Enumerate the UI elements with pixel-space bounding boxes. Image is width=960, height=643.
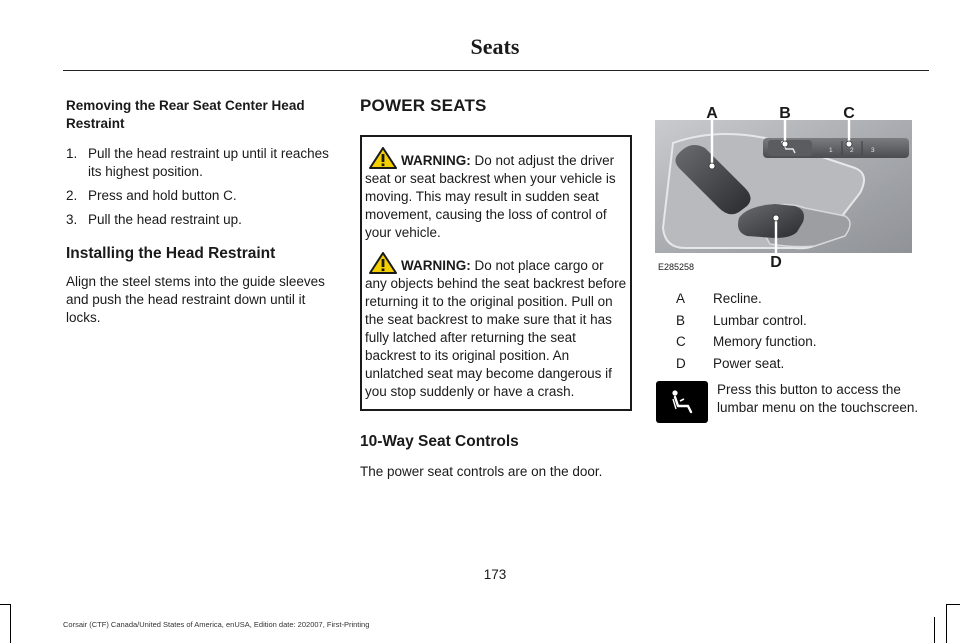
leader-dot-b [782,141,788,147]
legend-row: B Lumbar control. [676,312,807,328]
seat-controls-paragraph: The power seat controls are on the door. [360,464,603,479]
install-paragraph: Align the steel stems into the guide sleeves and push the head restraint down until it locks. [66,274,325,325]
section-heading-power-seats: POWER SEATS [360,96,487,115]
warning-item: WARNING: Do not adjust the driver seat or seat backrest when your vehicle is moving. This may result in sudden seat movement, causing the loss of control of your vehicle. [365,147,627,242]
list-item: 2. Press and hold button C. [66,188,237,203]
legend-row: D Power seat. [676,355,785,371]
leader-dot-c [846,141,852,147]
callout-d: D [770,254,782,271]
section-heading-seat-controls: 10-Way Seat Controls [360,433,519,450]
warning-triangle-icon [369,147,397,169]
page-footer: Corsair (CTF) Canada/United States of America, enUSA, Edition date: 202007, First-Printing [63,620,370,629]
crop-mark [10,604,11,643]
crop-mark [934,617,935,643]
legend-row: C Memory function. [676,334,817,349]
leader-dot-a [709,163,715,169]
lumbar-seat-icon [656,381,708,423]
list-item: 1. Pull the head restraint up until it reaches its highest position. [66,146,329,179]
lumbar-seat-icon-glyph [656,381,708,423]
crop-mark [946,604,947,643]
steps-list [66,145,338,229]
page-number: 173 [483,567,507,582]
figure-code: E285258 [658,262,695,272]
seat-controls-illustration [655,98,912,273]
callout-a: A [706,105,718,122]
warning-triangle-icon [369,252,397,274]
leader-dot-d [773,215,779,221]
lumbar-button-shape [768,140,812,156]
lumbar-icon-description: Press this button to access the lumbar menu on the touchscreen. [717,382,919,415]
crop-mark [0,604,11,605]
page-header-title: Seats [470,34,520,59]
section-heading-removing: Removing the Rear Seat Center Head Restraint [66,98,305,131]
figure-legend [676,290,936,376]
memory-button-1: 1 [829,147,833,154]
section-heading-installing: Installing the Head Restraint [66,245,276,262]
warning-item: WARNING: Do not place cargo or any objects behind the seat backrest before returning it to the original position. Pull on the seat backrest to make sure that it has fully latched after returning the seat backrest to its original position. An unlatched seat may become dangerous if you stop suddenly or have a crash. [365,252,627,401]
column-middle [360,97,630,481]
memory-button-3: 3 [871,147,875,154]
callout-c: C [843,105,855,122]
list-item: 3. Pull the head restraint up. [66,212,242,227]
callout-b: B [779,105,791,122]
warning-box [360,135,632,411]
header-rule [63,70,929,71]
legend-row: A Recline. [676,291,762,306]
memory-button-2: 2 [850,147,854,154]
crop-mark [946,604,960,605]
column-left [66,97,338,327]
